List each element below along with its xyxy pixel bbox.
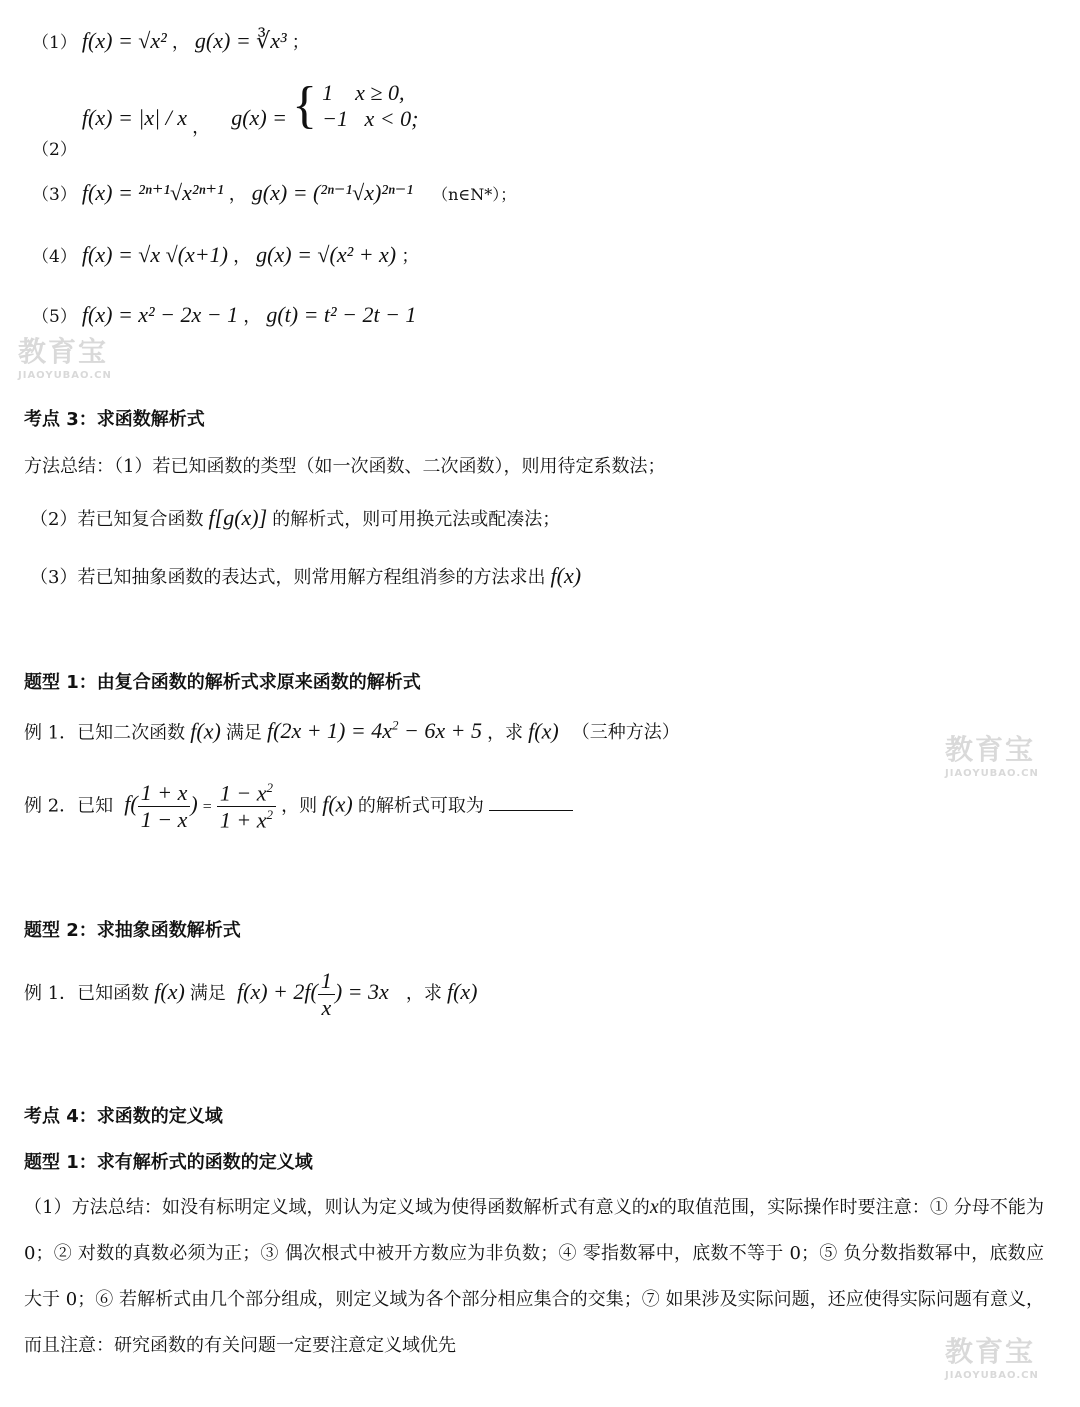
method-1: 方法总结：（1）若已知函数的类型（如一次函数、二次函数），则用待定系数法； (24, 456, 666, 477)
problem-label: （4） (32, 247, 77, 267)
formula-g: g(x) = √(x² + x) (256, 242, 397, 267)
method-paragraph: （1）方法总结：如没有标明定义域，则认为定义域为使得函数解析式有意义的x的取值范围，实际操作时要注意：① 分母不能为 0；② 对数的真数必须为正；③ 偶次根式中被开方数应为非负数；④ 零指数幂中，底数不等于 0；⑤ 负分数指数幂中，底数应大于 0；⑥ 若解析式由几个部分组成，则定义域为各个部分相应集合的交集；⑦ 如果涉及实际问题，还应使得实际问题有意义，而且注意：研究函数的有关问题一定要注意定义域优先 (24, 1196, 1044, 1356)
example-2: 例 2．已知 f( $\frac{1 + x}{1 - x}$ ) = $\frac{1 - x^2}{1 + x^2}$ ，则 f(x) 的解析式可取为 (24, 780, 573, 834)
piece-1: 1 x ≥ 0, (322, 80, 405, 105)
formula-g: g(x) = ∛x³ (194, 28, 287, 53)
problem-2: （2） f(x) = |x| / x ， g(x) = { 1 x ≥ 0, −1 x < 0; (32, 77, 419, 160)
method-2: （2）若已知复合函数 f[g(x)] 的解析式，则可用换元法或配凑法； (30, 505, 561, 530)
formula-f: f(x) = √x² (81, 28, 167, 53)
question-type-title: 题型 1：求有解析式的函数的定义域 (24, 1152, 313, 1173)
watermark-logo: 教育宝 JIAOYUBAO.CN (945, 1335, 1039, 1381)
problem-4: （4） f(x) = √x √(x+1) ， g(x) = √(x² + x) ； (32, 242, 420, 267)
problem-label: （2） (32, 139, 77, 160)
problem-3: （3） f(x) = ²ⁿ⁺¹√x²ⁿ⁺¹ ， g(x) = (²ⁿ⁻¹√x)²ⁿ⁻¹ （n∈N*）； (32, 180, 517, 205)
watermark-logo: 教育宝 JIAOYUBAO.CN (945, 733, 1039, 779)
section-title: 考点 3：求函数解析式 (24, 409, 205, 430)
example-3: 例 1．已知函数 f(x) 满足 f(x) + 2f( $\frac{1}{x}$ ) = 3x ，求 f(x) (24, 968, 478, 1020)
question-type-title: 题型 2：求抽象函数解析式 (24, 920, 241, 941)
answer-blank (489, 792, 573, 811)
problem-label: （1） (32, 33, 77, 53)
formula-f: f(x) = √x √(x+1) (81, 242, 228, 267)
method-3: （3）若已知抽象函数的表达式，则常用解方程组消参的方法求出 f(x) (30, 563, 582, 588)
formula-g: g(t) = t² − 2t − 1 (266, 302, 417, 327)
formula-f: f(x) = x² − 2x − 1 (81, 302, 239, 327)
question-type-title: 题型 1：由复合函数的解析式求原来函数的解析式 (24, 672, 421, 693)
formula-g: g(x) = (²ⁿ⁻¹√x)²ⁿ⁻¹ (251, 180, 414, 205)
problem-1: （1） f(x) = √x² ， g(x) = ∛x³ ； (32, 28, 310, 53)
section-title: 考点 4：求函数的定义域 (24, 1106, 223, 1127)
problem-label: （5） (32, 307, 77, 327)
watermark-logo: 教育宝 JIAOYUBAO.CN (18, 335, 112, 381)
example-1: 例 1．已知二次函数 f(x) 满足 $f(2x + 1) = 4x^2 - 6x + 5$ ，求 f(x) （三种方法） (24, 718, 680, 744)
formula-f: f(x) = ²ⁿ⁺¹√x²ⁿ⁺¹ (81, 180, 224, 205)
problem-5: （5） f(x) = x² − 2x − 1 ， g(t) = t² − 2t − 1 (32, 302, 417, 327)
formula-f: f(x) = |x| / x (81, 104, 188, 130)
piece-2: −1 x < 0; (322, 106, 419, 131)
problem-label: （3） (32, 185, 77, 205)
